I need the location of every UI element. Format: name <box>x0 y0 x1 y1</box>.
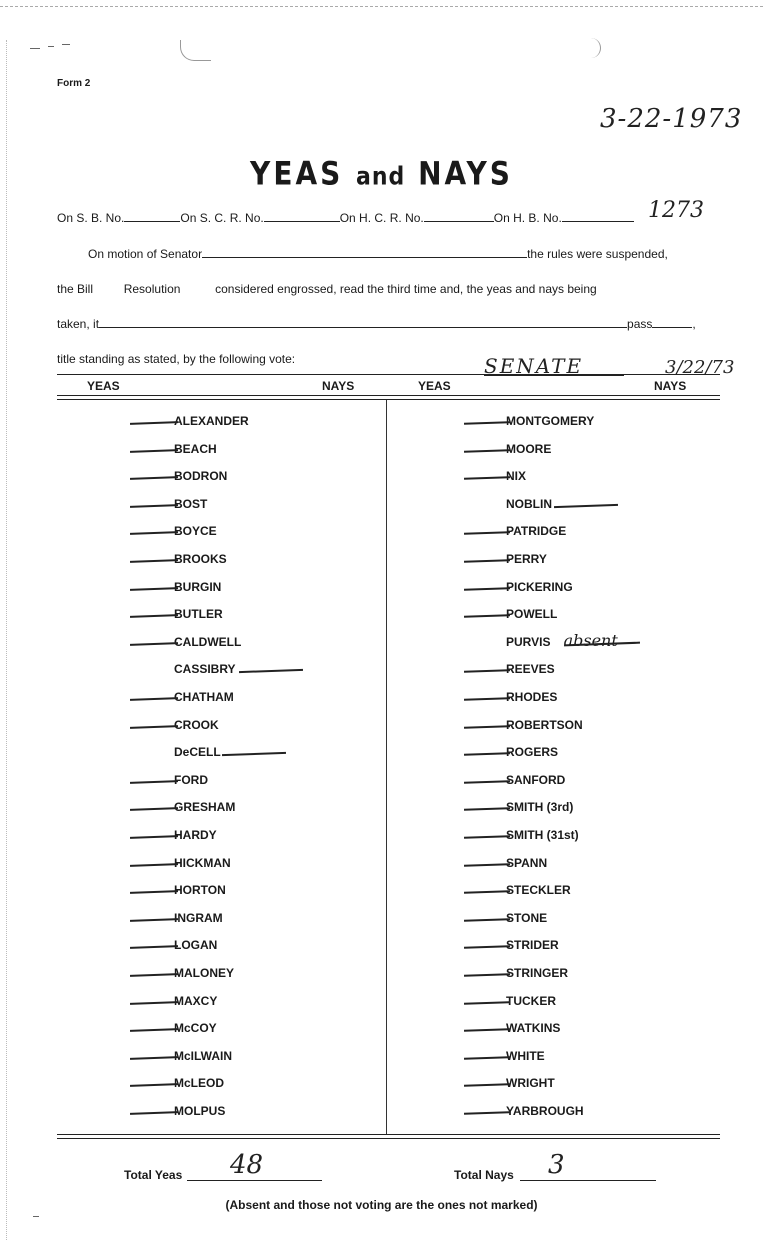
senator-name: BOYCE <box>174 524 217 539</box>
speck <box>62 44 70 45</box>
yea-mark <box>130 835 178 839</box>
yea-mark <box>130 504 178 508</box>
senator-name: STRIDER <box>506 938 559 953</box>
senator-name: MAXCY <box>174 993 218 1008</box>
page-top-edge <box>0 0 763 7</box>
yea-mark <box>130 725 178 729</box>
senator-name: TUCKER <box>506 993 556 1008</box>
yea-mark <box>130 863 178 867</box>
yea-mark <box>464 532 510 536</box>
senator-name: BUTLER <box>174 607 223 622</box>
hb-blank <box>562 220 634 222</box>
yea-mark <box>464 1111 510 1115</box>
senator-name: STONE <box>506 910 548 925</box>
senator-name: STRINGER <box>506 966 569 980</box>
yea-mark <box>464 780 510 784</box>
yea-mark <box>130 449 178 453</box>
form-label: Form 2 <box>57 78 91 89</box>
senator-name: ROGERS <box>506 745 559 760</box>
senator-name: NOBLIN <box>506 496 552 511</box>
hb-number-value: 1273 <box>648 198 704 223</box>
senator-name: McCOY <box>174 1021 217 1036</box>
senator-name: HICKMAN <box>174 855 231 870</box>
yea-mark <box>130 532 178 536</box>
hcr-blank <box>424 220 494 222</box>
speck <box>48 46 54 47</box>
footer-double-rule <box>57 1134 720 1139</box>
yea-mark <box>130 1056 178 1060</box>
senator-name: BURGIN <box>174 579 222 594</box>
senator-name: HORTON <box>174 883 226 898</box>
senator-name: BOST <box>174 496 208 511</box>
yea-mark <box>464 1084 510 1088</box>
yea-mark <box>464 421 510 425</box>
senator-name: ROBERTSON <box>506 717 583 732</box>
title-yeas: YEAS <box>250 154 344 193</box>
senator-name: INGRAM <box>174 910 223 925</box>
yea-mark <box>464 1001 510 1005</box>
senator-name: MALONEY <box>174 966 234 980</box>
senator-name: BEACH <box>174 441 217 456</box>
yea-mark <box>130 1001 178 1005</box>
yea-mark <box>130 642 178 646</box>
senator-name: POWELL <box>506 607 558 622</box>
senate-date: 3/22/73 <box>665 357 735 378</box>
senator-name: WRIGHT <box>506 1076 555 1091</box>
senator-name: CALDWELL <box>174 634 242 649</box>
senator-name: RHODES <box>506 690 558 704</box>
hcr-label: On H. C. R. No. <box>339 211 424 225</box>
hb-label: On H. B. No. <box>493 211 562 225</box>
title-nays: NAYS <box>418 154 513 193</box>
senator-name: McILWAIN <box>174 1048 233 1063</box>
yea-mark <box>464 725 510 729</box>
yea-mark <box>464 863 510 867</box>
total-yeas-line <box>187 1180 322 1181</box>
comma: , <box>692 317 696 331</box>
yea-mark <box>130 890 178 894</box>
vote-row <box>57 352 720 366</box>
total-nays-line <box>520 1180 656 1181</box>
yea-mark <box>464 559 510 563</box>
nay-mark <box>239 669 303 673</box>
yea-mark <box>130 946 178 950</box>
yea-mark <box>464 808 510 812</box>
bill-number-row <box>57 211 720 225</box>
handwritten-date: 3-22-1973 <box>600 104 743 134</box>
senator-name: CHATHAM <box>174 690 234 704</box>
resolution-text: Resolution <box>123 282 181 296</box>
senator-name: MOORE <box>506 441 552 456</box>
senator-name: MONTGOMERY <box>506 414 595 428</box>
pass-blank <box>652 326 692 328</box>
nays-header-right: NAYS <box>654 379 687 393</box>
motion-prefix: On motion of Senator <box>88 247 203 261</box>
yea-mark <box>464 587 510 591</box>
yea-mark <box>130 973 178 977</box>
yea-mark <box>130 1111 178 1115</box>
motion-suffix: the rules were suspended, <box>527 247 668 261</box>
title-and: and <box>356 162 406 192</box>
yea-mark <box>464 890 510 894</box>
yea-mark <box>130 918 178 922</box>
senator-name: PERRY <box>506 552 547 566</box>
column-divider <box>386 400 387 1134</box>
yeas-header-right: YEAS <box>418 379 451 393</box>
senator-name: PICKERING <box>506 579 573 594</box>
yea-mark <box>464 449 510 453</box>
yea-mark <box>130 476 178 480</box>
header-top-line <box>57 374 720 375</box>
nays-header-left: NAYS <box>322 379 355 393</box>
speck <box>33 1216 39 1217</box>
senate-note: SENATE <box>484 354 584 378</box>
sb-label: On S. B. No. <box>57 211 125 225</box>
taken-prefix: taken, it <box>57 317 100 331</box>
nay-mark <box>222 752 286 756</box>
yea-mark <box>464 946 510 950</box>
bill-text: the Bill <box>57 282 94 296</box>
senator-name: HARDY <box>174 828 217 842</box>
vote-text: title standing as stated, by the following vote: <box>57 352 296 366</box>
total-yeas-value: 48 <box>230 1150 264 1180</box>
yea-mark <box>464 476 510 480</box>
absent-note: absent <box>563 630 618 650</box>
senator-name: PATRIDGE <box>506 524 567 539</box>
senator-name: WATKINS <box>506 1021 561 1036</box>
senator-name: SMITH (3rd) <box>506 800 574 815</box>
pass-text: pass <box>627 317 653 331</box>
yea-mark <box>464 835 510 839</box>
yea-mark <box>130 808 178 812</box>
senator-name: STECKLER <box>506 883 571 898</box>
senator-name: McLEOD <box>174 1076 225 1091</box>
senator-name: ALEXANDER <box>174 414 249 428</box>
engrossed-text: considered engrossed, read the third time and, the yeas and nays being <box>215 282 597 296</box>
total-yeas-label: Total Yeas <box>124 1168 183 1182</box>
yea-mark <box>464 697 510 701</box>
senator-name: CROOK <box>174 717 219 732</box>
senator-name: DeCELL <box>174 745 221 760</box>
punch-hole-mark <box>580 38 601 58</box>
senator-name: BROOKS <box>174 552 227 566</box>
yea-mark <box>464 614 510 618</box>
nay-mark <box>554 504 618 508</box>
senate-underline <box>484 375 624 376</box>
yea-mark <box>464 670 510 674</box>
page-left-edge <box>6 40 7 1240</box>
senator-name: REEVES <box>506 662 555 677</box>
bill-resolution-row <box>57 282 720 296</box>
senator-name: BODRON <box>174 469 228 484</box>
taken-blank <box>99 326 627 328</box>
scr-blank <box>264 220 340 222</box>
senator-name: SANFORD <box>506 772 566 787</box>
senator-name: CASSIBRY <box>174 662 236 677</box>
footnote: (Absent and those not voting are the ones not marked) <box>225 1198 538 1212</box>
senator-name: PURVIS <box>506 634 551 649</box>
yea-mark <box>464 1028 510 1032</box>
senator-name: WHITE <box>506 1048 545 1063</box>
speck <box>30 48 40 49</box>
senator-name: GRESHAM <box>174 800 236 815</box>
document-title <box>0 155 763 193</box>
yea-mark <box>464 918 510 922</box>
senator-name: YARBROUGH <box>506 1104 584 1118</box>
yeas-header-left: YEAS <box>87 379 120 393</box>
senator-name: FORD <box>174 772 208 787</box>
yea-mark <box>130 1084 178 1088</box>
senator-name: MOLPUS <box>174 1104 226 1118</box>
sb-blank <box>124 220 180 222</box>
scr-label: On S. C. R. No. <box>180 211 264 225</box>
yea-mark <box>464 1056 510 1060</box>
senator-name: NIX <box>506 469 527 484</box>
header-double-rule <box>57 395 720 400</box>
yea-mark <box>130 587 178 591</box>
total-nays-label: Total Nays <box>454 1168 514 1182</box>
senator-blank <box>202 256 527 258</box>
senator-name: SMITH (31st) <box>506 828 579 842</box>
yea-mark <box>130 780 178 784</box>
punch-hole-mark <box>180 40 211 61</box>
motion-row <box>88 247 720 261</box>
yea-mark <box>130 697 178 701</box>
yea-mark <box>130 559 178 563</box>
yea-mark <box>464 752 510 756</box>
yea-mark <box>130 421 178 425</box>
senator-name: SPANN <box>506 855 548 870</box>
taken-row <box>57 317 720 331</box>
senator-name: LOGAN <box>174 938 218 953</box>
yea-mark <box>130 614 178 618</box>
yea-mark <box>130 1028 178 1032</box>
yea-mark <box>464 973 510 977</box>
total-nays-value: 3 <box>548 1150 565 1180</box>
